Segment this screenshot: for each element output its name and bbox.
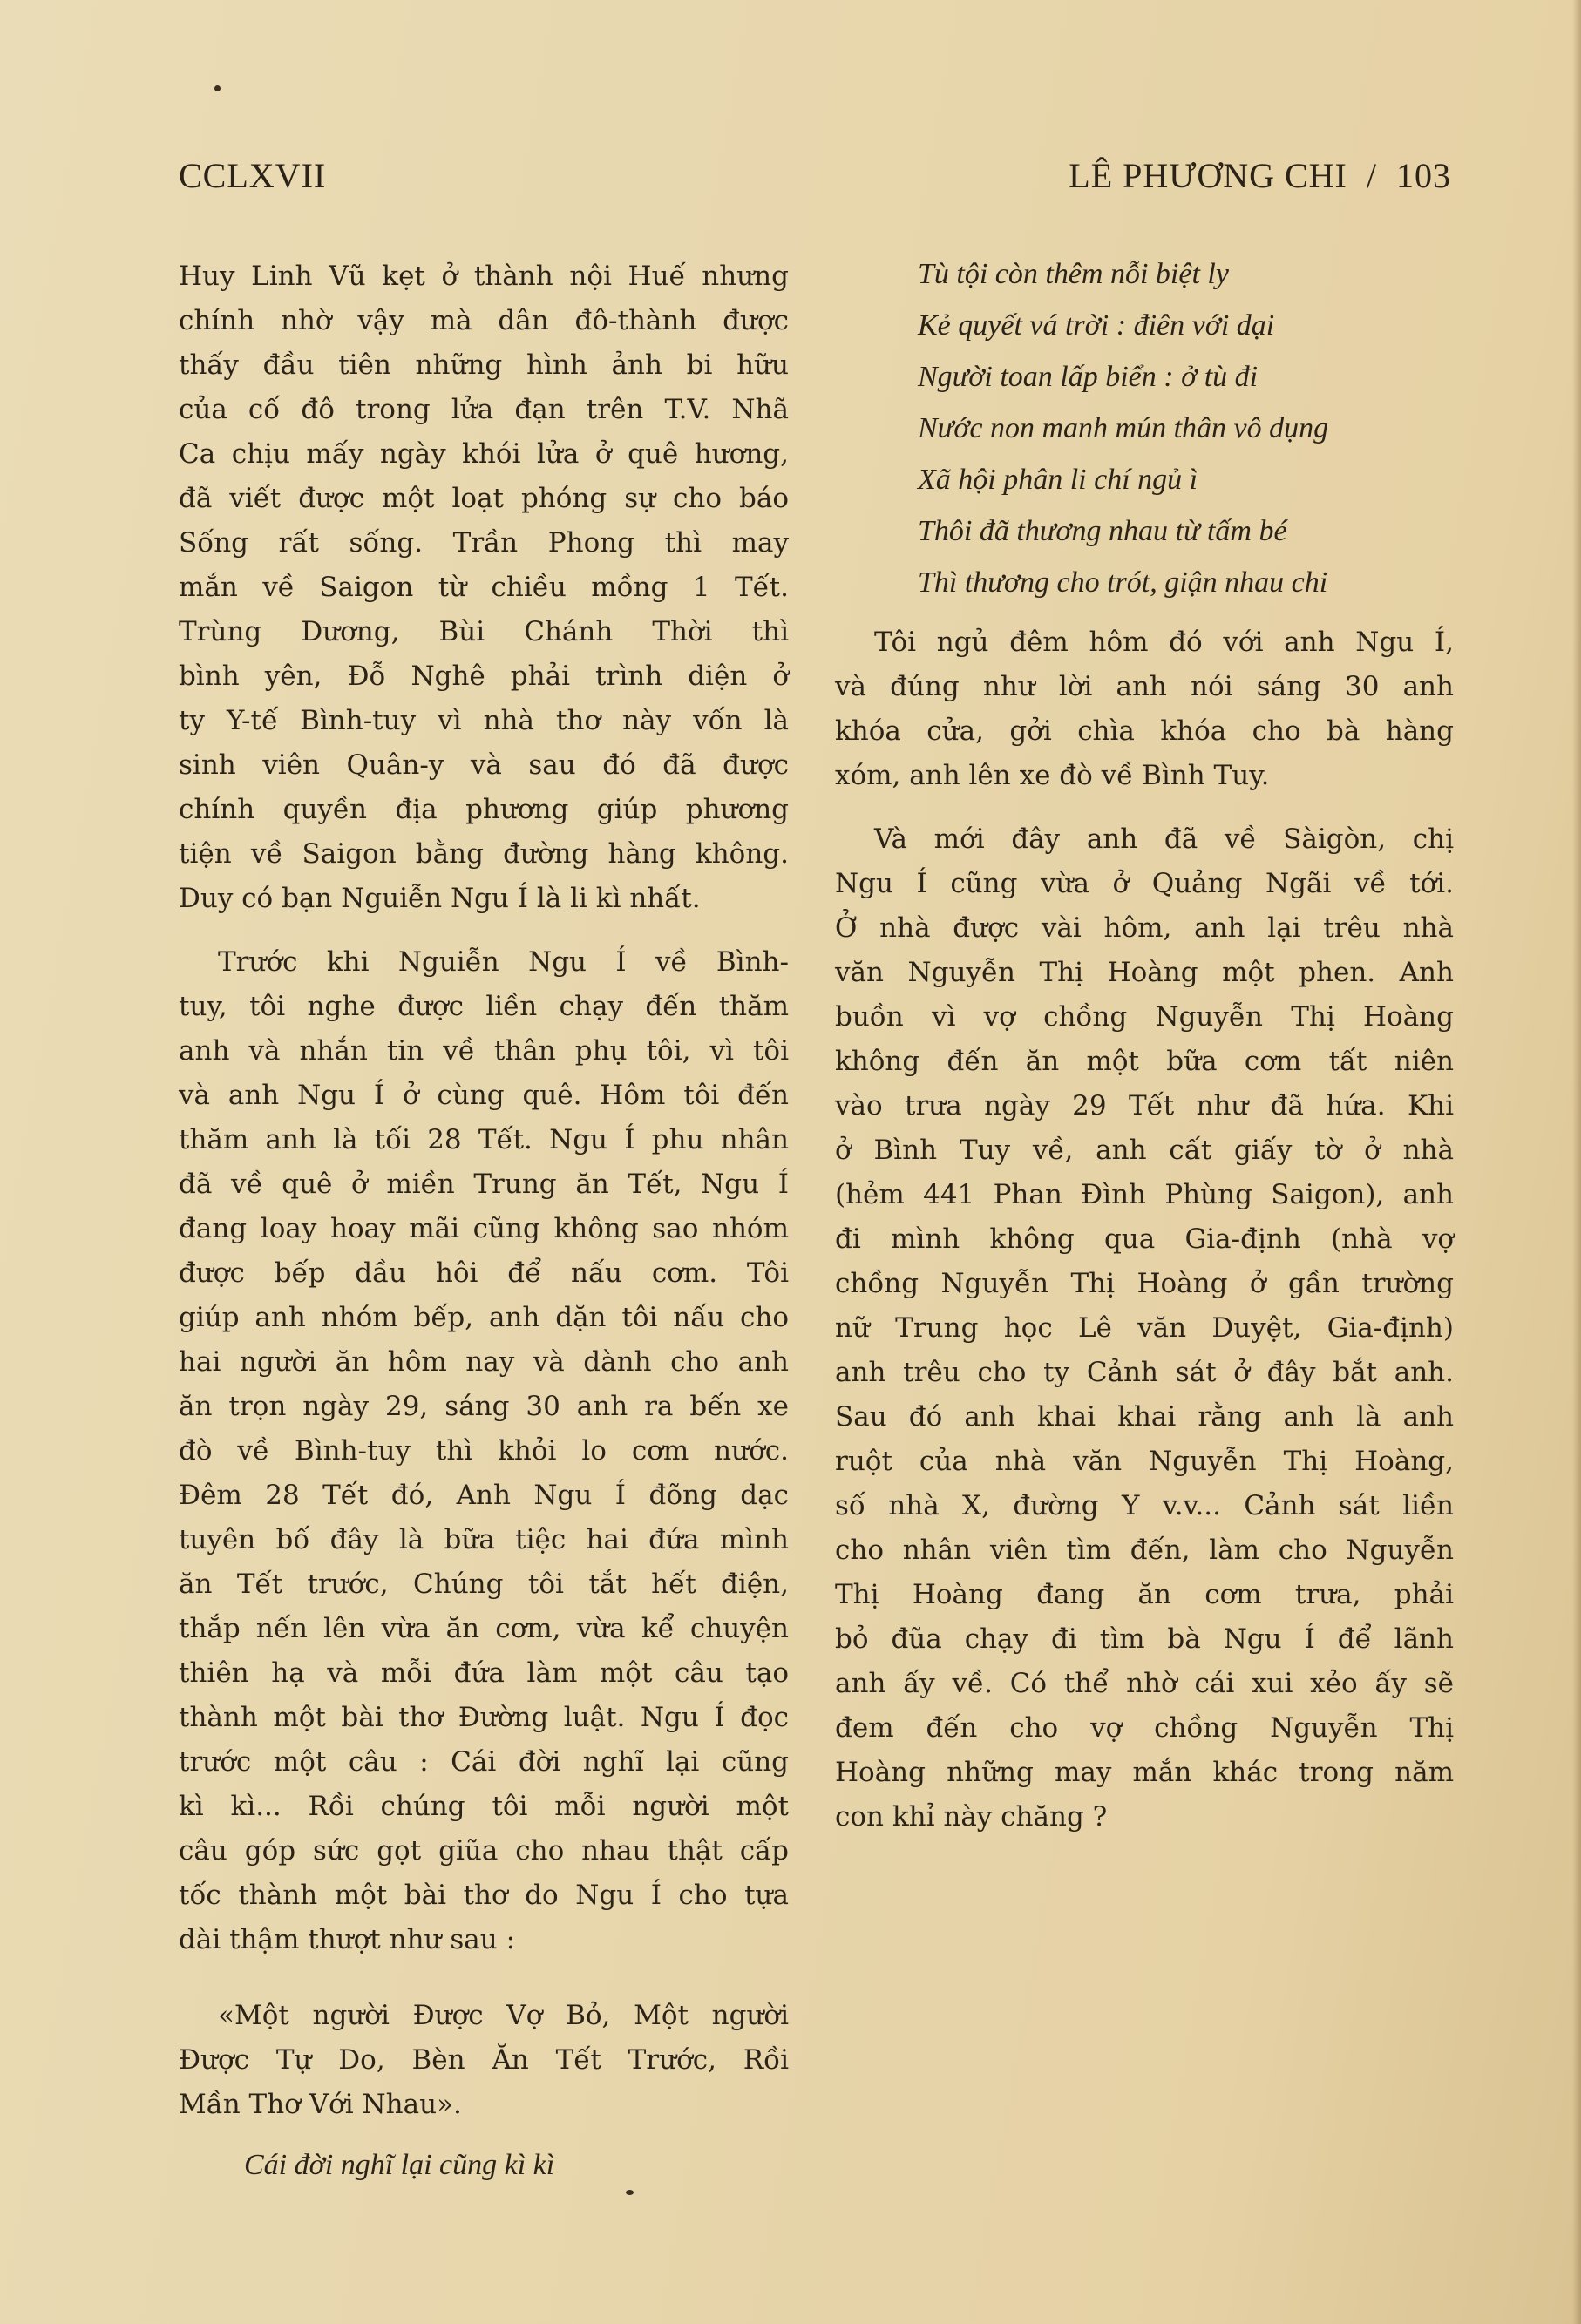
text-line: thắp nến lên vừa ăn cơm, vừa kể chuyện [179, 1613, 789, 1644]
text-line: ăn trọn ngày 29, sáng 30 anh ra bến xe [179, 1391, 789, 1422]
text-line: bình yên, Đỗ Nghê phải trình diện ở [179, 661, 789, 692]
header-right [1069, 155, 1451, 196]
paper-speck [214, 85, 221, 91]
text-line: Duy có bạn Nguiễn Ngu Í là li kì nhất. [179, 883, 701, 914]
text-line: thấy đầu tiên những hình ảnh bi hữu [179, 349, 789, 381]
chapter-number: CCLXVII [179, 156, 327, 195]
page-number: 103 [1396, 156, 1451, 195]
text-line: tuyên bố đây là bữa tiệc hai đứa mình [179, 1524, 789, 1555]
text-line: tốc thành một bài thơ do Ngu Í cho tựa [179, 1880, 789, 1911]
text-line: không đến ăn một bữa cơm tất niên [835, 1046, 1454, 1077]
text-line: và đúng như lời anh nói sáng 30 anh [835, 671, 1454, 702]
text-line: vào trưa ngày 29 Tết như đã hứa. Khi [835, 1090, 1454, 1121]
text-line: Mần Thơ Với Nhau». [179, 2089, 462, 2120]
text-line: câu góp sức gọt giũa cho nhau thật cấp [179, 1835, 789, 1867]
author-name: LÊ PHƯƠNG CHI [1069, 156, 1347, 195]
text-line: ruột của nhà văn Nguyễn Thị Hoàng, [835, 1446, 1454, 1477]
text-line: trước một câu : Cái đời nghĩ lại cũng [179, 1746, 789, 1778]
text-line: Trước khi Nguiễn Ngu Í về Bình- [218, 946, 789, 978]
text-line: chính nhờ vậy mà dân đô-thành được [179, 305, 789, 336]
text-line: khóa cửa, gởi chìa khóa cho bà hàng [835, 715, 1454, 747]
text-line: Ngu Í cũng vừa ở Quảng Ngãi về tới. [835, 868, 1454, 899]
text-line: Kẻ quyết vá trời : điên với dại [918, 309, 1275, 342]
paragraph-2 [179, 940, 789, 1962]
text-line: giúp anh nhóm bếp, anh dặn tôi nấu cho [179, 1302, 789, 1333]
text-line: bỏ đũa chạy đi tìm bà Ngu Í để lãnh [835, 1623, 1454, 1655]
text-line: thiên hạ và mỗi đứa làm một câu tạo [179, 1657, 789, 1689]
text-line: sinh viên Quân-y và sau đó đã được [179, 749, 789, 781]
text-line: anh ấy về. Có thể nhờ cái xui xẻo ấy sẽ [835, 1668, 1454, 1699]
text-line: đang loay hoay mãi cũng không sao nhóm [179, 1213, 789, 1244]
text-line: chính quyền địa phương giúp phương [179, 794, 789, 825]
header-separator: / [1366, 156, 1377, 195]
text-line: đò về Bình-tuy thì khỏi lo cơm nước. [179, 1435, 789, 1467]
text-line: chồng Nguyễn Thị Hoàng ở gần trường [835, 1268, 1454, 1299]
text-line: thăm anh là tối 28 Tết. Ngu Í phu nhân [179, 1124, 789, 1155]
text-line: số nhà X, đường Y v.v... Cảnh sát liền [835, 1490, 1454, 1521]
text-line: Và mới đây anh đã về Sàigòn, chị [874, 823, 1454, 855]
text-line: ăn Tết trước, Chúng tôi tắt hết điện, [179, 1569, 789, 1600]
text-line: tiện về Saigon bằng đường hàng không. [179, 838, 789, 870]
paragraph-4 [835, 817, 1454, 1840]
text-line: đã viết được một loạt phóng sự cho báo [179, 483, 789, 514]
text-line: đi mình không qua Gia-định (nhà vợ [835, 1223, 1454, 1255]
left-column [179, 254, 789, 2191]
text-line: Thì thương cho trót, giận nhau chi [918, 566, 1328, 599]
page-edge [1572, 0, 1581, 2324]
paragraph-3 [835, 620, 1454, 798]
text-line: con khỉ này chăng ? [835, 1801, 1108, 1833]
poem-first-line: Cái đời nghĩ lại cũng kì kì [244, 2149, 555, 2181]
text-line: kì kì... Rồi chúng tôi mỗi người một [179, 1791, 789, 1822]
text-line: Đêm 28 Tết đó, Anh Ngu Í đõng dạc [179, 1480, 789, 1511]
text-line: tuy, tôi nghe được liền chạy đến thăm [179, 991, 789, 1022]
text-line: Huy Linh Vũ kẹt ở thành nội Huế nhưng [179, 261, 789, 292]
text-line: Được Tự Do, Bèn Ăn Tết Trước, Rồi [179, 2044, 789, 2076]
text-line: «Một người Được Vợ Bỏ, Một người [218, 2000, 789, 2031]
text-line: (hẻm 441 Phan Đình Phùng Saigon), anh [835, 1179, 1454, 1210]
text-line: dài thậm thượt như sau : [179, 1924, 516, 1955]
text-line: thành một bài thơ Đường luật. Ngu Í đọc [179, 1702, 789, 1733]
text-line: Tôi ngủ đêm hôm đó với anh Ngu Í, [874, 627, 1454, 658]
text-line: Xã hội phân li chí ngủ ì [918, 464, 1198, 496]
text-line: anh và nhắn tin về thân phụ tôi, vì tôi [179, 1035, 789, 1067]
text-line: Người toan lấp biển : ở tù đi [918, 361, 1259, 393]
running-header [179, 155, 1451, 204]
text-line: hai người ăn hôm nay và dành cho anh [179, 1346, 789, 1378]
text-line: đã về quê ở miền Trung ăn Tết, Ngu Í [179, 1169, 789, 1200]
poem-verses [918, 248, 1454, 608]
text-line: và anh Ngu Í ở cùng quê. Hôm tôi đến [179, 1080, 789, 1111]
text-line: Sau đó anh khai khai rằng anh là anh [835, 1401, 1454, 1433]
text-line: Hoàng những may mắn khác trong năm [835, 1757, 1454, 1788]
text-line: Thôi đã thương nhau từ tấm bé [918, 515, 1287, 547]
text-line: Ca chịu mấy ngày khói lửa ở quê hương, [179, 438, 789, 470]
text-line: Nước non manh mún thân vô dụng [918, 412, 1329, 444]
text-line: mắn về Saigon từ chiều mồng 1 Tết. [179, 572, 789, 603]
text-line: Sống rất sống. Trần Phong thì may [179, 527, 789, 559]
poem-title-quote [179, 1994, 789, 2127]
text-line: nữ Trung học Lê văn Duyệt, Gia-định) [835, 1312, 1454, 1344]
text-line: anh trêu cho ty Cảnh sát ở đây bắt anh. [835, 1357, 1454, 1388]
text-line: Tù tội còn thêm nỗi biệt ly [918, 258, 1229, 290]
text-line: cho nhân viên tìm đến, làm cho Nguyễn [835, 1535, 1454, 1566]
text-line: Thị Hoàng đang ăn cơm trưa, phải [835, 1579, 1454, 1610]
text-line: xóm, anh lên xe đò về Bình Tuy. [835, 760, 1270, 791]
right-column [835, 248, 1454, 1840]
text-line: ty Y-tế Bình-tuy vì nhà thơ này vốn là [179, 705, 789, 736]
paragraph-1 [179, 254, 789, 921]
text-line: ở Bình Tuy về, anh cất giấy tờ ở nhà [835, 1135, 1454, 1166]
paper-speck [626, 2190, 634, 2195]
text-line: Trùng Dương, Bùi Chánh Thời thì [179, 616, 789, 647]
text-line: văn Nguyễn Thị Hoàng một phen. Anh [835, 957, 1454, 988]
text-line: Ở nhà được vài hôm, anh lại trêu nhà [835, 912, 1454, 944]
text-line: đem đến cho vợ chồng Nguyễn Thị [835, 1712, 1454, 1744]
text-line: buồn vì vợ chồng Nguyễn Thị Hoàng [835, 1001, 1454, 1033]
text-line: của cố đô trong lửa đạn trên T.V. Nhã [179, 394, 789, 425]
text-line: được bếp dầu hôi để nấu cơm. Tôi [179, 1257, 789, 1289]
